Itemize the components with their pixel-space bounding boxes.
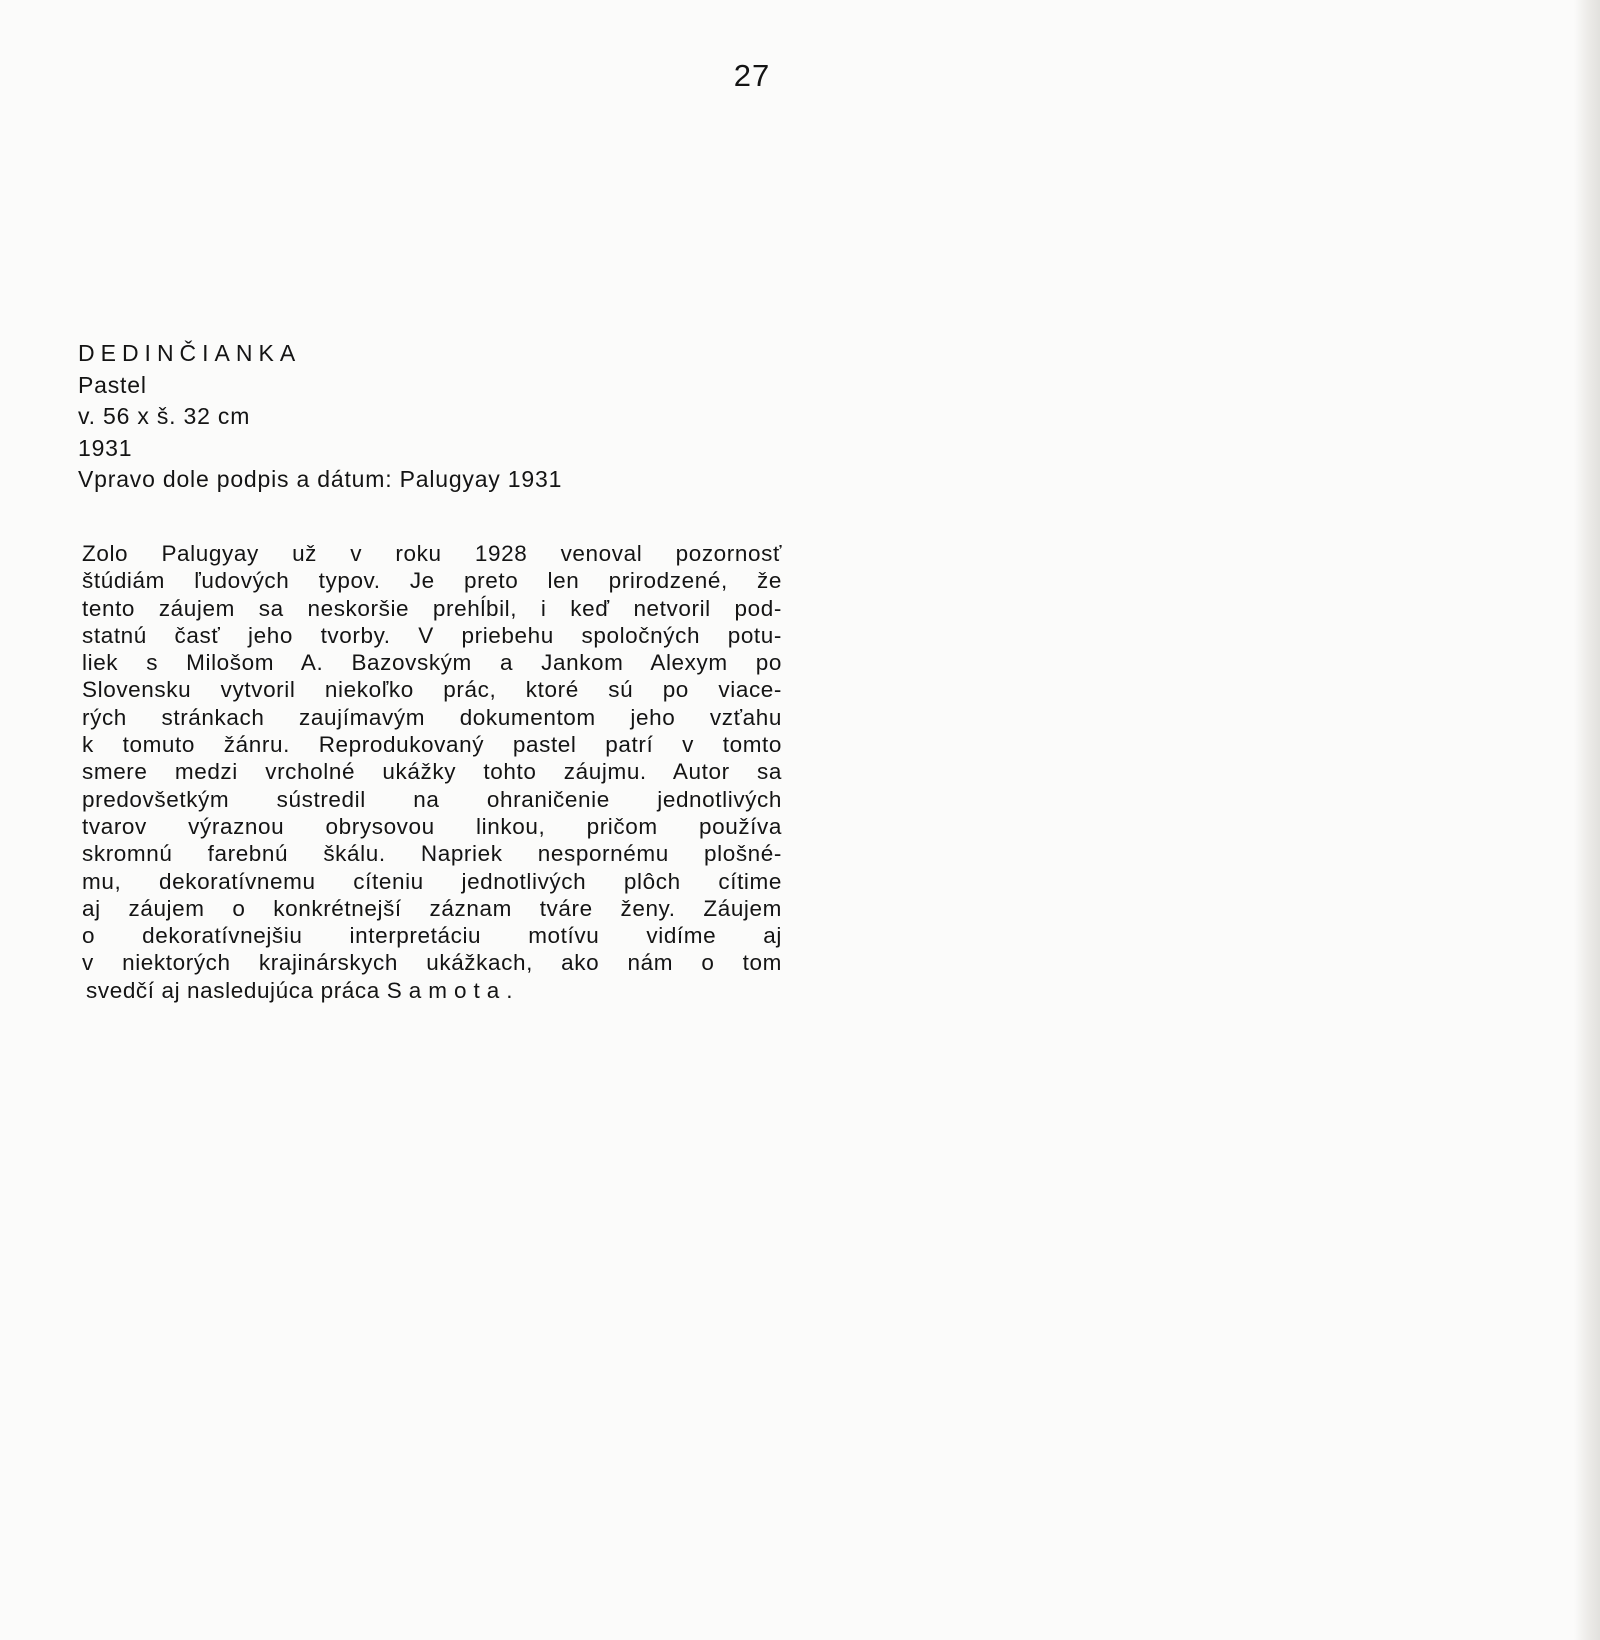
paragraph-line: skromnú farebnú škálu. Napriek nespornému plošné-: [82, 841, 782, 867]
artwork-caption: [78, 338, 798, 496]
paragraph-last-line-suffix: .: [506, 977, 514, 1003]
paragraph-line: liek s Milošom A. Bazovským a Jankom Alexym po: [82, 650, 782, 676]
paragraph-line: Slovensku vytvoril niekoľko prác, ktoré sú po viace-: [82, 677, 782, 703]
paragraph-line: mu, dekoratívnemu cíteniu jednotlivých plôch cítime: [82, 868, 782, 894]
paragraph-line: predovšetkým sústredil na ohraničenie jednotlivých: [82, 786, 782, 812]
paragraph-line: tento záujem sa neskoršie prehĺbil, i keď netvoril pod-: [82, 595, 782, 621]
paragraph-line: k tomuto žánru. Reprodukovaný pastel patrí v tomto: [82, 732, 782, 758]
next-work-title: Samota: [386, 977, 507, 1003]
paragraph-last-line-prefix: svedčí aj nasledujúca práca: [86, 977, 387, 1003]
paragraph-line: tvarov výraznou obrysovou linkou, pričom používa: [82, 813, 782, 839]
paragraph-line: v niektorých krajinárskych ukážkach, ako nám o tom: [82, 950, 782, 976]
artwork-dimensions: v. 56 x š. 32 cm: [78, 403, 251, 429]
paragraph-line: Zolo Palugyay už v roku 1928 venoval pozornosť: [82, 541, 782, 566]
page-number: 27: [733, 58, 771, 93]
paragraph-line: smere medzi vrcholné ukážky tohto záujmu. Autor sa: [82, 759, 782, 785]
paragraph-line: statnú časť jeho tvorby. V priebehu spoločných potu-: [82, 622, 782, 648]
paragraph-line: aj záujem o konkrétnejší záznam tváre ženy. Záujem: [82, 895, 782, 921]
page-edge-shadow: [1574, 0, 1600, 1640]
artwork-year: 1931: [78, 434, 133, 461]
paragraph-line: rých stránkach zaujímavým dokumentom jeho vzťahu: [82, 704, 782, 730]
artwork-signature-note: Vpravo dole podpis a dátum: Palugyay 1931: [78, 466, 563, 492]
paragraph-line: o dekoratívnejšiu interpretáciu motívu vidíme aj: [82, 923, 782, 949]
artwork-medium: Pastel: [78, 371, 147, 398]
paragraph-line: štúdiám ľudových typov. Je preto len prirodzené, že: [82, 568, 782, 594]
description-paragraph: [82, 540, 782, 1004]
paragraph-last-line: [82, 977, 782, 1004]
artwork-title: DEDINČIANKA: [78, 340, 302, 366]
